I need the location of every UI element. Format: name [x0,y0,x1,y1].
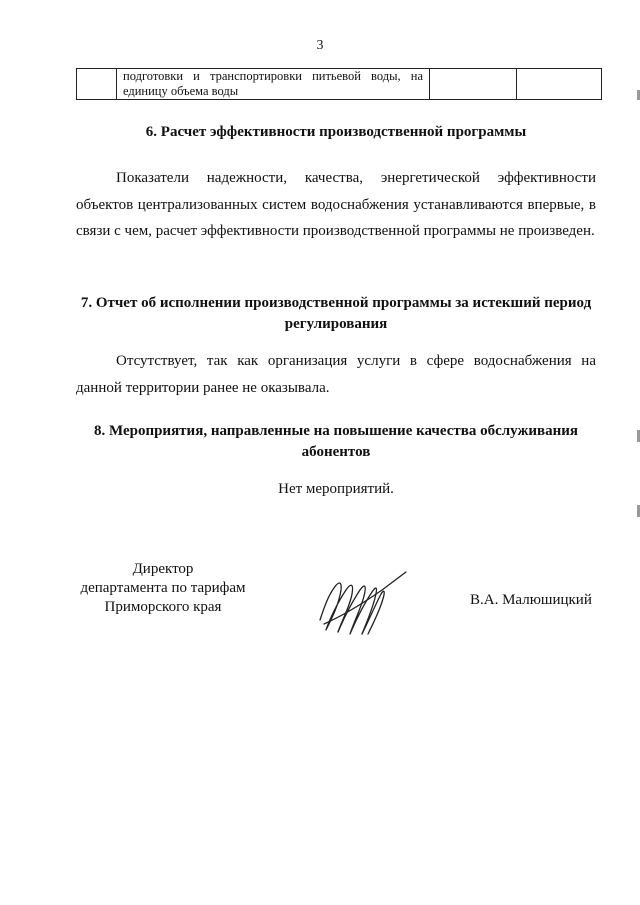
position-line-3: Приморского края [104,599,222,615]
section-7-paragraph: Отсутствует, так как организация услуги в сфере водоснабжения на данной территории ранее не оказывала. [76,353,596,396]
table-cell-number [77,69,117,100]
table-cell-value-2 [517,69,602,100]
signatory-name: В.А. Малюшицкий [470,592,592,608]
section-6-paragraph: Показатели надежности, качества, энергетической эффективности объектов централизованных систем водоснабжения устанавливаются впервые, в связи с чем, расчет эффективности производственной программы не произведен. [76,170,596,239]
page-number: 3 [316,38,324,53]
position-line-2: департамента по тарифам [80,580,246,596]
signatory-position [68,560,258,617]
table-cell-indicator: подготовки и транспортировки питьевой воды, на единицу объема воды [117,69,430,100]
section-7-heading: 7. Отчет об исполнении производственной программы за истекший период регулирования [80,295,592,332]
section-8-text: Нет мероприятий. [278,481,394,497]
continuation-table [76,68,602,100]
table-row [77,69,602,100]
handwritten-signature [312,568,412,640]
section-6-heading: 6. Расчет эффективности производственной программы [145,124,527,140]
position-line-1: Директор [132,561,194,577]
section-8-heading: 8. Мероприятия, направленные на повышение качества обслуживания абонентов [93,423,578,460]
table-cell-value-1 [430,69,517,100]
